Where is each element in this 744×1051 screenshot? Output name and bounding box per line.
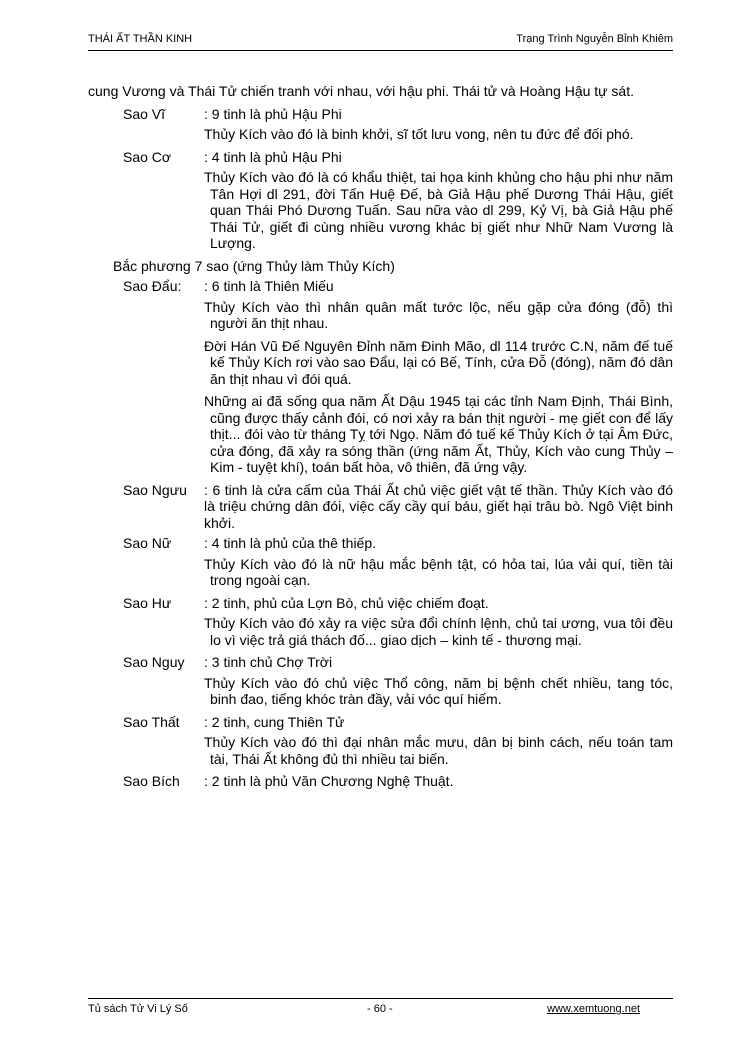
section-heading: Bắc phương 7 sao (ứng Thủy làm Thủy Kích) [113, 257, 395, 274]
star-name: Sao Cơ [123, 148, 172, 165]
page-content [88, 83, 673, 794]
star-name: Sao Thất [123, 713, 180, 730]
star-entry [88, 482, 673, 532]
star-summary: : 6 tinh là Thiên Miếu [204, 278, 334, 294]
star-detail-paragraph: Đời Hán Vũ Đế Nguyên Đỉnh năm Đinh Mão, dl 114 trước C.N, năm đế tuế kế Thủy Kích rơi vào sao Đẩu, lại có Bế, Tính, cửa Đỗ (đóng), năm đó dân ăn thịt nhau vì đói quá. [204, 337, 673, 387]
star-name: Sao Vĩ [123, 105, 166, 122]
star-summary: : 9 tinh là phủ Hậu Phi [204, 105, 342, 122]
star-entry [88, 714, 673, 731]
star-summary: : 2 tinh, cung Thiên Tử [204, 713, 345, 730]
star-detail-paragraph: Thủy Kích vào đó là có khẩu thiệt, tai họa kinh khủng cho hậu phi như năm Tân Hợi dl 291, đời Tấn Huệ Đế, bà Giả Hậu phế Dương Thái Hậu, giết quan Thái Phó Dương Tuấn. Sau nữa vào dl 299, Kỷ Vị, bà Giả Hậu phế Thái Tử, giết đi cùng nhiều vương khác bị giết như Nhữ Nam Vương là Lượng. [204, 169, 673, 251]
star-detail-paragraph: Thủy Kích vào thì nhân quân mất tước lộc, nếu gặp cửa đóng (đỗ) thì người ăn thịt nhau. [204, 298, 673, 331]
star-entry [88, 149, 673, 166]
star-summary: : 4 tinh là phủ của thê thiếp. [204, 535, 377, 551]
star-detail-paragraph: Thủy Kích vào đó là binh khởi, sĩ tốt lưu vong, nên tu đức để đối phó. [204, 126, 634, 142]
star-detail-paragraph: Thủy Kích vào đó là nữ hậu mắc bệnh tật, có hỏa tai, lúa vải quí, tiền tài trong ngoài cạn. [204, 555, 673, 588]
star-summary: : 3 tinh chủ Chợ Trời [204, 654, 333, 670]
star-entry [88, 278, 673, 295]
star-list-north [88, 278, 673, 790]
star-entry [88, 535, 673, 552]
star-entry [88, 773, 673, 790]
star-detail-paragraph: Thủy Kích vào đó thì đại nhân mắc mưu, dân bị binh cách, nếu toán tam tài, Thái Ất không đủ thì nhiều tai biến. [204, 734, 673, 767]
star-name: Sao Hư [123, 594, 172, 611]
star-detail-paragraph: Những ai đã sống qua năm Ất Dậu 1945 tại các tỉnh Nam Định, Thái Bình, cũng được thấy cảnh đói, có nơi xảy ra bán thịt người - mẹ giết con để lấy thịt... đói vào từ tháng Tỵ tới Ngọ. Năm đó tuế kế Thủy Kích ở tại Âm Đức, cửa đóng, đã xảy ra sóng thần (ứng năm Ất, Thủy, Kích vào cung Thủy – Kim - tuyệt khí), toán bất hòa, vô thiên, đã ứng vậy. [204, 393, 673, 475]
star-summary: : 2 tinh, phủ của Lợn Bò, chủ việc chiếm đoạt. [204, 594, 489, 611]
star-list-south [88, 106, 673, 252]
star-detail-paragraph: Thủy Kích vào đó xảy ra việc sửa đổi chính lệnh, chủ tai ương, vua tôi đều lo vì việc trả giá thách đố... giao dịch – kinh tế - thương mại. [204, 615, 673, 648]
star-detail-paragraph: Thủy Kích vào đó chủ việc Thổ công, năm bị bệnh chết nhiều, tang tóc, binh đao, tiếng khóc tràn đầy, vải vóc quí hiếm. [204, 674, 673, 707]
star-entry [88, 654, 673, 671]
intro-paragraph: cung Vương và Thái Tử chiến tranh với nhau, với hậu phi. Thái tử và Hoàng Hậu tự sát. [88, 83, 634, 99]
star-name: Sao Đẩu: [123, 278, 182, 294]
page-header [88, 30, 673, 51]
star-name: Sao Nguy [123, 654, 185, 670]
header-book-title: THÁI ẤT THẦN KINH [88, 33, 193, 45]
star-entry [88, 595, 673, 612]
star-summary: : 4 tinh là phủ Hậu Phi [204, 148, 342, 165]
page-footer [88, 998, 673, 1019]
footer-website-link[interactable]: www.xemtuong.net [547, 1003, 640, 1015]
star-name: Sao Ngưu [123, 481, 187, 498]
header-author: Trạng Trình Nguyễn Bỉnh Khiêm [516, 33, 673, 45]
star-summary: : 2 tinh là phủ Văn Chương Nghệ Thuật. [204, 773, 454, 789]
page-number: - 60 - [367, 1003, 393, 1015]
star-entry [88, 106, 673, 123]
star-name: Sao Bích [123, 773, 180, 789]
star-name: Sao Nữ [123, 535, 172, 551]
footer-series: Tủ sách Tử Vi Lý Số [88, 1003, 188, 1015]
star-summary: : 6 tinh là cửa cấm của Thái Ất chủ việc giết vật tế thần. Thủy Kích vào đó là triệu chứng dân đói, việc cấy cầy quí báu, giết hại trâu bò. Ngô Việt binh khởi. [204, 481, 673, 531]
